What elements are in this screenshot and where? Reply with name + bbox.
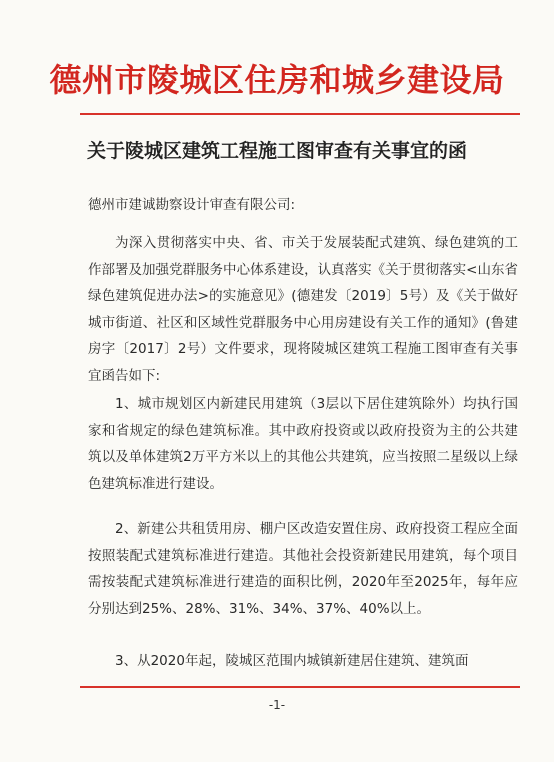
organization-header: 德州市陵城区住房和城乡建设局 [49, 61, 505, 99]
header-red-rule [80, 113, 520, 115]
document-title: 关于陵城区建筑工程施工图审查有关事宜的函 [86, 140, 467, 162]
page-number: -1- [268, 698, 286, 712]
body-paragraph: 2、新建公共租赁用房、棚户区改造安置住房、政府投资工程应全面按照装配式建筑标准进行建造。其他社会投资新建民用建筑，每个项目需按装配式建筑标准进行建造的面积比例，2020年至2025年，每年应分别达到25%、28%、31%、34%、37%、40%以上。 [88, 521, 518, 617]
footer-red-rule [80, 686, 520, 688]
body-paragraph: 为深入贯彻落实中央、省、市关于发展装配式建筑、绿色建筑的工作部署及加强党群服务中心体系建设，认真落实《关于贯彻落实<山东省绿色建筑促进办法>的实施意见》(德建发〔2019〕5号）及《关于做好城市街道、社区和区域性党群服务中心用房建设有关工作的通知》(鲁建房字〔2017〕2号）文件要求，现将陵城区建筑工程施工图审查有关事宜函告如下: [88, 235, 518, 384]
body-paragraph: 1、城市规划区内新建民用建筑（3层以下居住建筑除外）均执行国家和省规定的绿色建筑标准。其中政府投资或以政府投资为主的公共建筑以及单体建筑2万平方米以上的其他公共建筑，应当按照二星级以上绿色建筑标准进行建设。 [88, 396, 518, 492]
body-paragraph: 3、从2020年起，陵城区范围内城镇新建居住建筑、建筑面 [115, 653, 469, 669]
addressee: 德州市建诚勘察设计审查有限公司: [88, 197, 296, 213]
